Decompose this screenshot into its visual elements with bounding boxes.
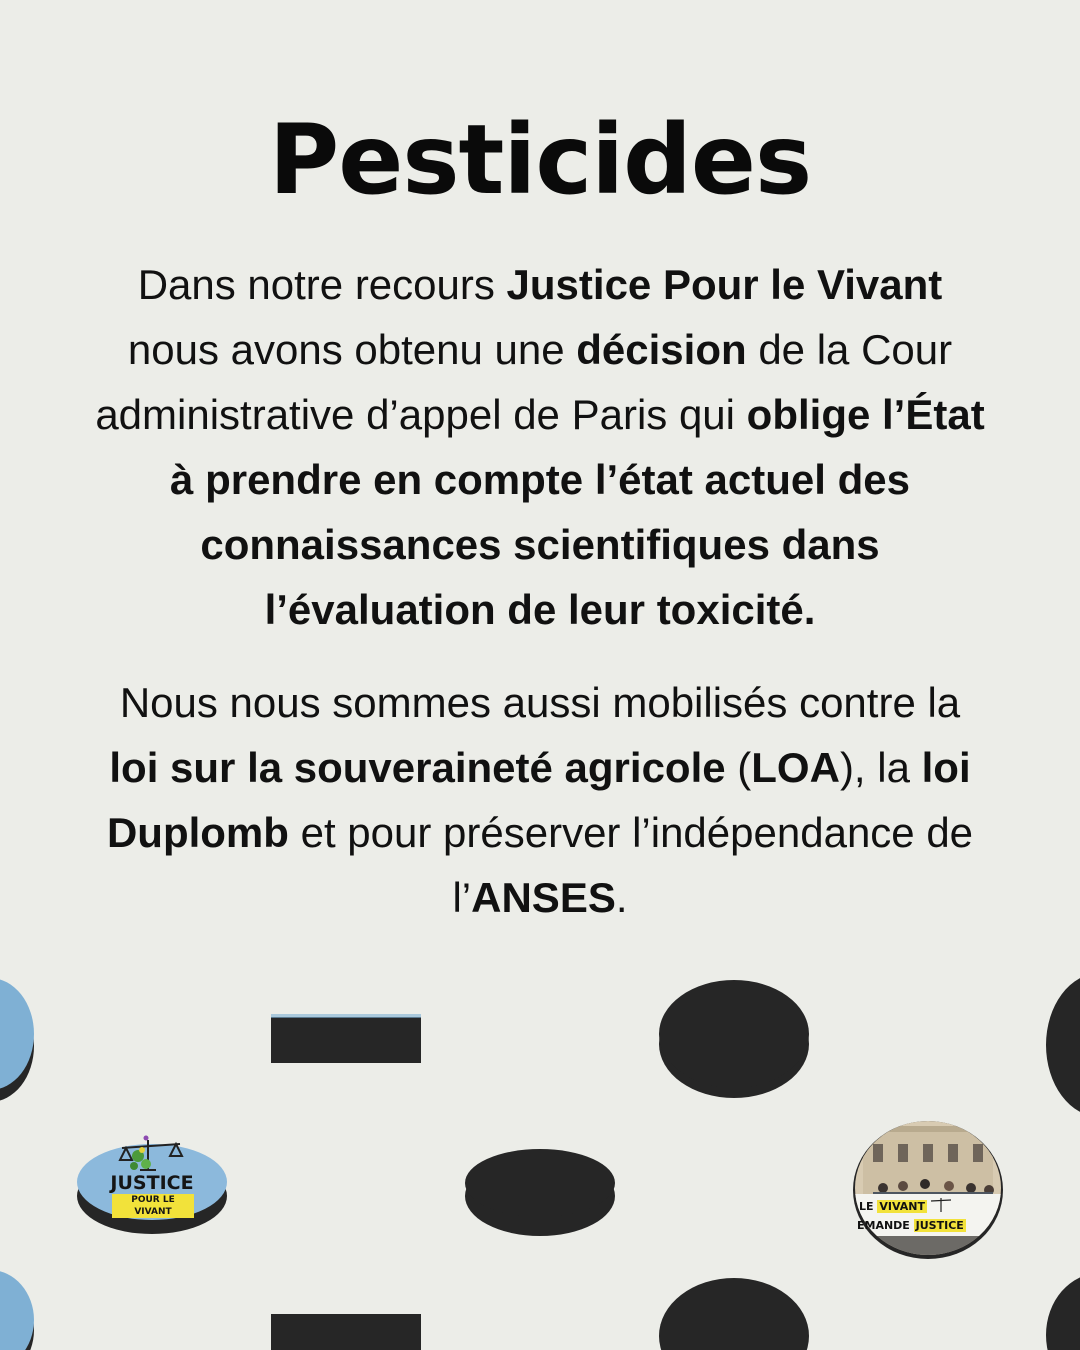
text-segment: . xyxy=(615,874,628,921)
dark-bar xyxy=(271,1314,421,1350)
bold-segment: décision xyxy=(576,326,747,373)
bold-segment: LOA xyxy=(751,744,840,791)
bold-segment: oblige l’État à prendre en compte l’état actuel des connaissances scientifiques dans l’évaluation de leur toxicité. xyxy=(170,391,985,633)
dark-disc xyxy=(465,1149,615,1236)
photo-disc xyxy=(853,1120,1003,1260)
banner-highlight: JUSTICE xyxy=(915,1219,964,1232)
banner-text: EMANDE xyxy=(857,1219,914,1232)
bold-segment: loi Duplomb xyxy=(106,744,971,856)
dark-bar xyxy=(271,1014,421,1063)
dark-disc xyxy=(659,980,809,1098)
banner-highlight: VIVANT xyxy=(879,1200,925,1213)
text-segment: Dans notre recours xyxy=(137,261,507,308)
logo-subtitle: POUR LE VIVANT xyxy=(112,1194,194,1218)
protest-photo-badge xyxy=(853,1120,1003,1260)
page-title: Pesticides xyxy=(268,104,812,216)
dark-half-disc xyxy=(1046,1273,1080,1350)
dark-half-disc xyxy=(1046,973,1080,1117)
dark-disc xyxy=(659,1278,809,1350)
banner-line-2 xyxy=(857,1219,966,1232)
blue-half-disc xyxy=(0,978,34,1102)
banner-line-1 xyxy=(859,1200,927,1213)
blue-half-disc xyxy=(0,1270,34,1350)
justice-pour-le-vivant-logo xyxy=(76,1126,228,1238)
logo-title: JUSTICE xyxy=(110,1172,194,1194)
text-segment: ), la xyxy=(839,744,922,791)
bold-segment: loi sur la souveraineté agricole xyxy=(109,744,726,791)
text-segment: Nous nous sommes aussi mobilisés contre la xyxy=(119,679,961,726)
text-segment: nous avons obtenu une xyxy=(127,326,577,373)
text-segment: de la Cour administrative d’appel de Paris qui xyxy=(95,326,953,438)
banner-text: LE xyxy=(859,1200,878,1213)
text-segment: ( xyxy=(725,744,752,791)
bold-segment: Justice Pour le Vivant xyxy=(506,261,943,308)
text-segment: et pour préserver l’indépendance de l’ xyxy=(288,809,974,921)
bold-segment: ANSES xyxy=(471,874,616,921)
